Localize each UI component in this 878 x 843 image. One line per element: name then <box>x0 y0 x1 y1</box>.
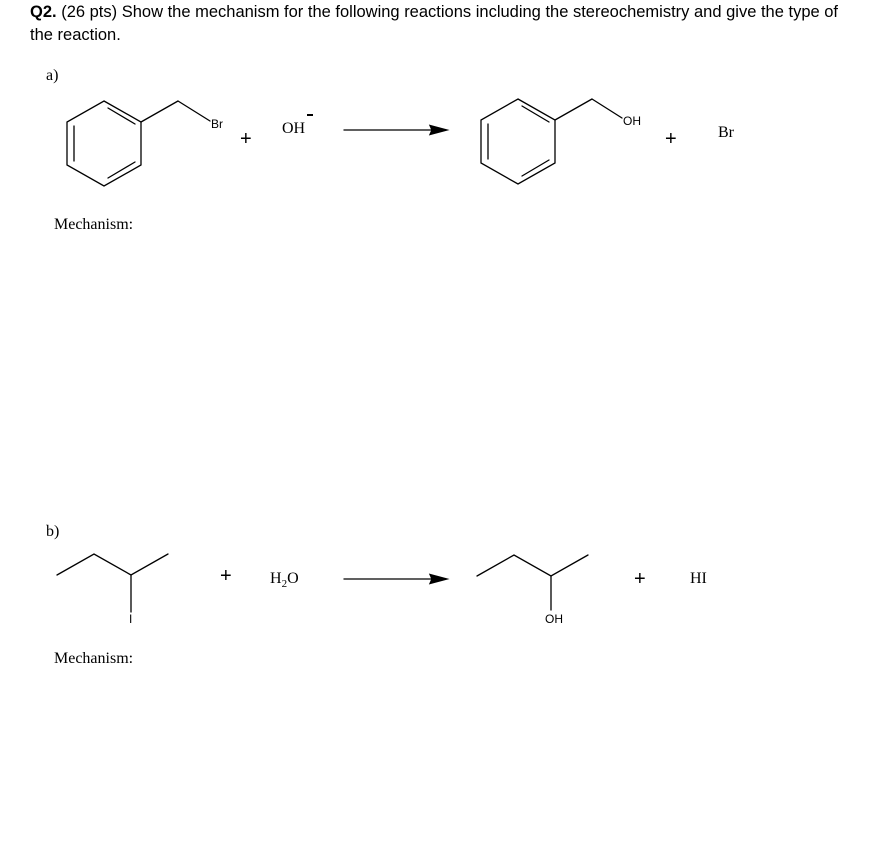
butanol-hydroxyl-label: OH <box>545 612 563 626</box>
benzyl-alcohol-structure <box>481 99 622 184</box>
plus-sign-a1: + <box>240 128 252 150</box>
butanol-structure <box>477 555 588 610</box>
plus-sign-b1: + <box>220 565 232 587</box>
plus-sign-b2: + <box>634 568 646 590</box>
water-subscript: 2 <box>281 578 288 590</box>
plus-sign-a2: + <box>665 128 677 150</box>
iodo-substituent-label: I <box>129 612 133 626</box>
bromo-substituent-label: Br <box>211 117 223 131</box>
question-text: (26 pts) Show the mechanism for the following reactions including the stereochemistry and give the type of the reaction. <box>30 3 839 44</box>
mechanism-label-a: Mechanism: <box>54 216 134 233</box>
reaction-arrow-b <box>344 575 447 584</box>
water-o: O <box>287 570 299 587</box>
mechanism-label-b: Mechanism: <box>54 650 134 667</box>
reaction-arrow-a <box>344 126 447 135</box>
benzyl-bromide-structure <box>67 101 210 186</box>
water-reagent <box>270 570 299 590</box>
bromide-byproduct: Br <box>718 124 734 141</box>
question-number: Q2. <box>30 3 57 21</box>
hydroxide-reagent <box>282 120 305 138</box>
hydrogen-iodide-byproduct: HI <box>690 570 707 587</box>
iodobutane-structure <box>57 554 168 612</box>
part-b-label: b) <box>46 523 60 540</box>
hydroxide-label: OH <box>282 120 306 137</box>
part-a-label: a) <box>46 67 59 84</box>
negative-charge-mark <box>307 114 313 116</box>
water-h: H <box>270 570 282 587</box>
hydroxyl-substituent-label: OH <box>623 114 641 128</box>
